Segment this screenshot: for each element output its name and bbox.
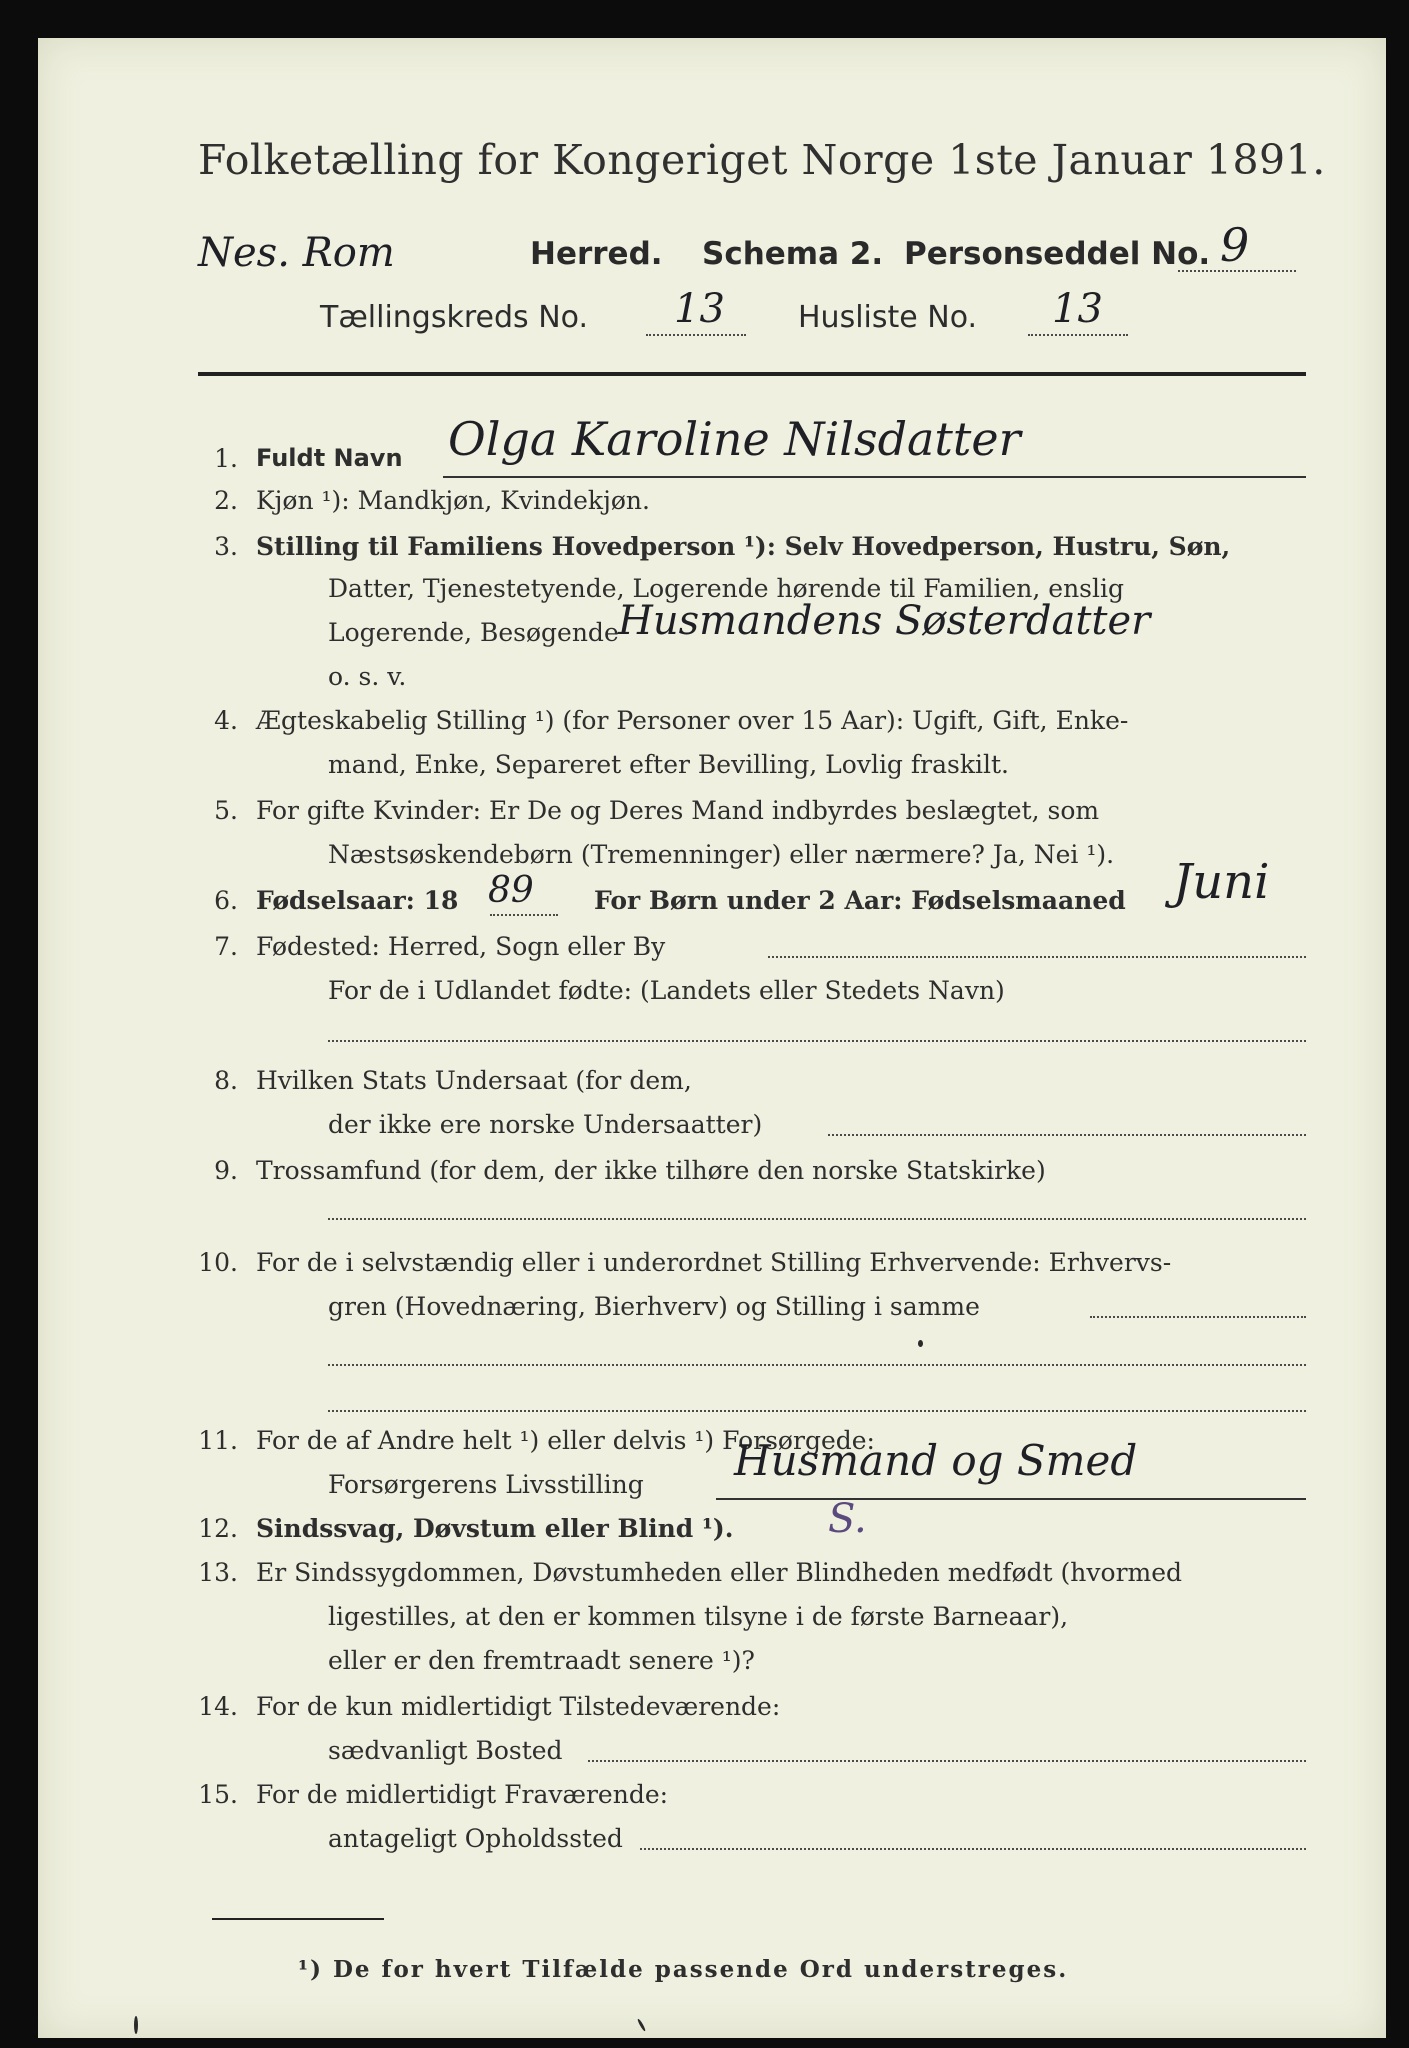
item-3-line-3: Logerende, Besøgende [328,618,619,647]
item-3-line-1: Stilling til Familiens Hovedperson ¹): Selv Hovedperson, Hustru, Søn, [256,532,1231,561]
footnote-rule [212,1918,384,1920]
item-4-line-1: Ægteskabelig Stilling ¹) (for Personer over 15 Aar): Ugift, Gift, Enke- [256,706,1129,735]
item-4-number: 4. [214,706,238,735]
item-9-line-1: Trossamfund (for dem, der ikke tilhøre den norske Statskirke) [256,1156,1046,1185]
personseddel-label: Personseddel No. [904,236,1211,272]
item-6-handwritten-month: Juni [1173,854,1270,910]
item-10-dotline [1090,1316,1306,1318]
item-8-number: 8. [214,1066,238,1095]
item-14-number: 14. [198,1692,238,1721]
item-5-line-1: For gifte Kvinder: Er De og Deres Mand indbyrdes beslægtet, som [256,796,1100,825]
item-3-number: 3. [214,532,238,561]
ink-speck [637,2018,647,2032]
herred-handwritten: Nes. Rom [198,230,395,276]
item-10-number: 10. [198,1248,238,1277]
item-10-line-2: gren (Hovednæring, Bierhverv) og Stilling i samme [328,1292,980,1321]
item-6-label-2: For Børn under 2 Aar: Fødselsmaaned [594,886,1126,915]
item-13-line-2: ligestilles, at den er kommen tilsyne i de første Barneaar), [328,1602,1069,1631]
item-12-number: 12. [198,1514,238,1543]
item-7-dotline [768,956,1306,958]
item-7-line-2: For de i Udlandet fødte: (Landets eller Stedets Navn) [328,976,1005,1005]
kreds-dotline [646,334,746,336]
item-4-line-2: mand, Enke, Separeret efter Bevilling, Lovlig fraskilt. [328,750,1009,779]
item-8-line-2: der ikke ere norske Undersaatter) [328,1110,763,1139]
item-13-line-1: Er Sindssygdommen, Døvstumheden eller Blindheden medfødt (hvormed [256,1558,1183,1587]
item-9-number: 9. [214,1156,238,1185]
item-1-label: Fuldt Navn [256,444,403,472]
ink-speck [918,1340,923,1347]
ink-speck [134,2016,138,2034]
item-9-dotline [328,1218,1306,1220]
husliste-handwritten: 13 [1052,286,1103,332]
item-11-line-1: For de af Andre helt ¹) eller delvis ¹) Forsørgede: [256,1426,875,1455]
item-5-line-2: Næstsøskendebørn (Tremenninger) eller nærmere? Ja, Nei ¹). [328,840,1115,869]
item-1-line [443,476,1306,478]
footnote: ¹) De for hvert Tilfælde passende Ord understreges. [298,1956,1069,1983]
item-13-number: 13. [198,1558,238,1587]
item-14-dotline [588,1760,1306,1762]
item-15-number: 15. [198,1780,238,1809]
item-15-dotline [640,1848,1306,1850]
item-8-line-1: Hvilken Stats Undersaat (for dem, [256,1066,692,1095]
item-14-line-2: sædvanligt Bosted [328,1736,563,1765]
husliste-label: Husliste No. [798,300,978,335]
husliste-dotline [1028,334,1128,336]
item-12-line-1: Sindssvag, Døvstum eller Blind ¹). [256,1514,734,1543]
schema-label: Schema 2. [702,236,884,272]
form-title: Folketælling for Kongeriget Norge 1ste Januar 1891. [198,136,1326,184]
item-3-handwritten: Husmandens Søsterdatter [618,598,1151,644]
item-11-line-2: Forsørgerens Livsstilling [328,1470,644,1499]
item-5-number: 5. [214,796,238,825]
item-11-handwritten: Husmand og Smed [734,1436,1138,1485]
item-6-number: 6. [214,886,238,915]
item-6-handwritten-year: 89 [488,870,534,911]
item-2-number: 2. [214,486,238,515]
herred-label: Herred. [530,236,663,272]
item-3-line-4: o. s. v. [328,662,407,691]
item-6-label: Fødselsaar: 18 [256,886,459,915]
header-rule [198,372,1306,376]
item-11-number: 11. [198,1426,238,1455]
item-1-number: 1. [214,444,238,473]
personseddel-handwritten: 9 [1220,218,1250,272]
item-11-line [716,1498,1306,1500]
item-10-line-1: For de i selvstændig eller i underordnet Stilling Erhvervende: Erhvervs- [256,1248,1172,1277]
kreds-label: Tællingskreds No. [320,300,588,335]
item-7-dotline-2 [328,1040,1306,1042]
census-form [38,38,1386,2038]
item-13-line-3: eller er den fremtraadt senere ¹)? [328,1646,755,1675]
item-15-line-2: antageligt Opholdssted [328,1824,623,1853]
item-6-year-dotline [490,914,558,916]
item-7-number: 7. [214,932,238,961]
item-1-handwritten-name: Olga Karoline Nilsdatter [448,412,1021,466]
item-14-line-1: For de kun midlertidigt Tilstedeværende: [256,1692,781,1721]
item-12-handwritten: S. [828,1496,867,1542]
item-15-line-1: For de midlertidigt Fraværende: [256,1780,669,1809]
item-8-dotline [828,1134,1306,1136]
item-10-dotline-2 [328,1364,1306,1366]
kreds-handwritten: 13 [674,286,725,332]
item-2-text: Kjøn ¹): Mandkjøn, Kvindekjøn. [256,486,650,515]
item-10-dotline-3 [328,1410,1306,1412]
item-7-line-1: Fødested: Herred, Sogn eller By [256,932,666,961]
item-3-line-2: Datter, Tjenestetyende, Logerende hørende til Familien, enslig [328,574,1125,603]
